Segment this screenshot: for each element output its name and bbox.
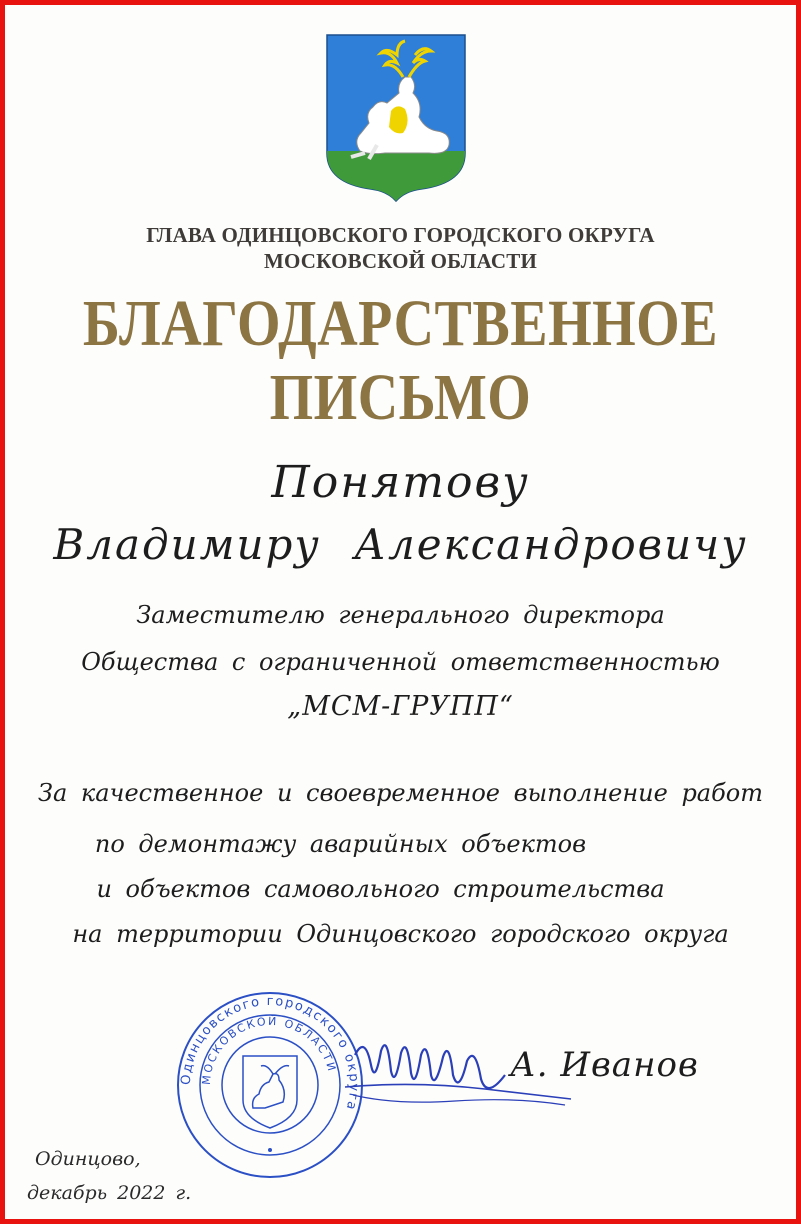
certificate-page — [5, 5, 796, 1219]
recipient-given-names: Владимиру Александровичу — [53, 520, 748, 569]
header-line-2: МОСКОВСКОЙ ОБЛАСТИ — [264, 249, 537, 273]
issue-place: Одинцово, — [35, 1148, 141, 1170]
signer-name: А. Иванов — [510, 1045, 699, 1085]
stamp-outer-text: Одинцовского городского округа — [178, 993, 362, 1113]
merit-line-2: по демонтажу аварийных объектов — [94, 830, 587, 858]
coat-of-arms-emblem — [325, 33, 467, 203]
merit-line-1: За качественное и своевременное выполнение работ — [38, 779, 763, 807]
merit-line-3: и объектов самовольного строительства — [96, 875, 665, 903]
company-name: „МСМ-ГРУПП“ — [287, 691, 514, 722]
document-title-line-1: БЛАГОДАРСТВЕННОЕ — [82, 287, 719, 361]
position-line-1: Заместителю генерального директора — [136, 601, 665, 629]
header-line-1: ГЛАВА ОДИНЦОВСКОГО ГОРОДСКОГО ОКРУГА — [146, 223, 655, 247]
stamp-inner-text: МОСКОВСКОЙ ОБЛАСТИ — [199, 1014, 339, 1086]
position-line-2: Общества с ограниченной ответственностью — [81, 648, 720, 676]
recipient-surname: Понятову — [271, 457, 530, 508]
svg-text:Одинцовского городского округа — [179, 994, 361, 1113]
merit-line-4: на территории Одинцовского городского округа — [72, 920, 729, 948]
document-title-line-2: ПИСЬМО — [269, 361, 532, 435]
issue-date: декабрь 2022 г. — [27, 1182, 192, 1204]
